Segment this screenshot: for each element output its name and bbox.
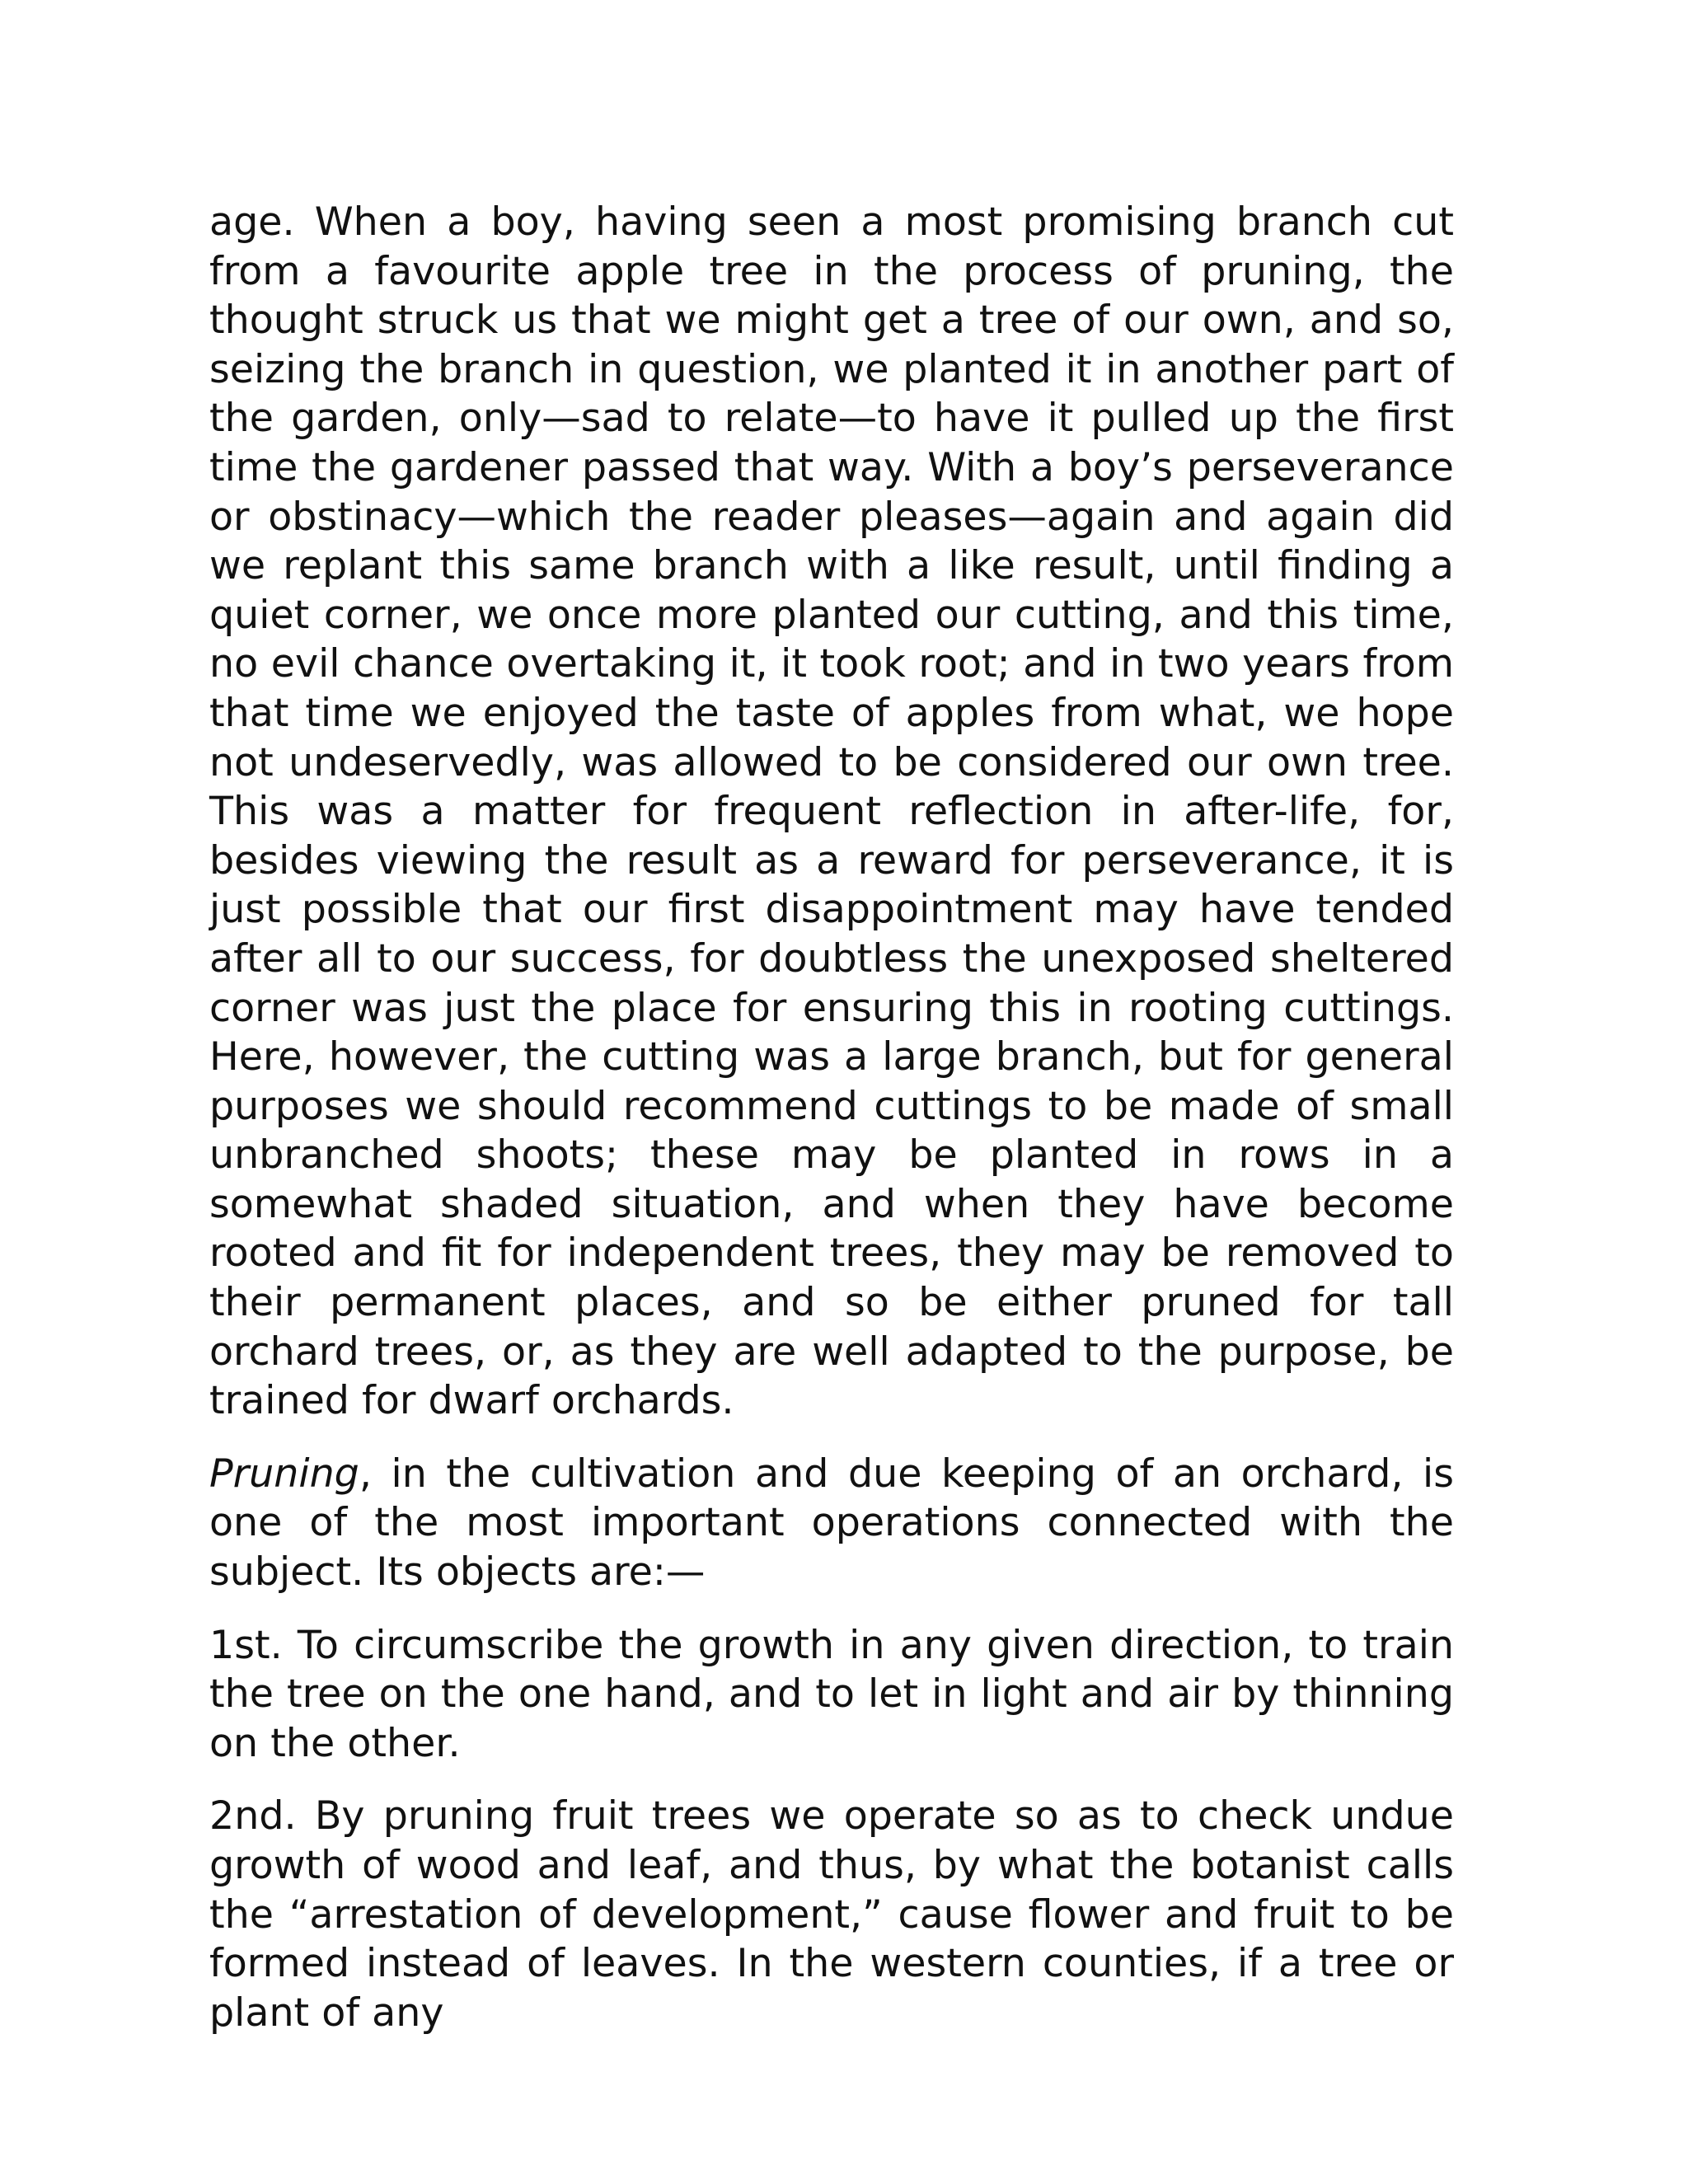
page-text [209,198,1454,2061]
paragraph-pruning [209,1450,1454,1597]
paragraph-pruning-text: , in the cultivation and due keeping of an orchard, is one of the most important operations connected with the subject. Its objects are:— [209,1451,1454,1596]
paragraph-cuttings: age. When a boy, having seen a most promising branch cut from a favourite apple tree in the process of pruning, the thought struck us that we might get a tree of our own, and so, seizing the branch in question, we planted it in another part of the garden, only—sad to relate—to have it pulled up the first time the gardener passed that way. With a boy’s perseverance or obstinacy—which the reader pleases—again and again did we replant this same branch with a like result, until finding a quiet corner, we once more planted our cutting, and this time, no evil chance overtaking it, it took root; and in two years from that time we enjoyed the taste of apples from what, we hope not undeservedly, was allowed to be considered our own tree. This was a matter for frequent reflection in after-life, for, besides viewing the result as a reward for perseverance, it is just possible that our first disappointment may have tended after all to our success, for doubtless the unexposed sheltered corner was just the place for ensuring this in rooting cuttings. Here, however, the cutting was a large branch, but for general purposes we should recommend cuttings to be made of small unbranched shoots; these may be planted in rows in a somewhat shaded situation, and when they have become rooted and fit for independent trees, they may be removed to their permanent places, and so be either pruned for tall orchard trees, or, as they are well adapted to the purpose, be trained for dwarf orchards. [209,199,1454,1424]
paragraph-second-object: 2nd. By pruning fruit trees we operate so as to check undue growth of wood and leaf, and thus, by what the botanist calls the “arrestation of development,” cause flower and fruit to be formed instead of leaves. In the western counties, if a tree or plant of any [209,1793,1454,2036]
pruning-term: Pruning [209,1451,359,1497]
paragraph-first-object: 1st. To circumscribe the growth in any given direction, to train the tree on the one hand, and to let in light and air by thinning on the other. [209,1622,1454,1766]
